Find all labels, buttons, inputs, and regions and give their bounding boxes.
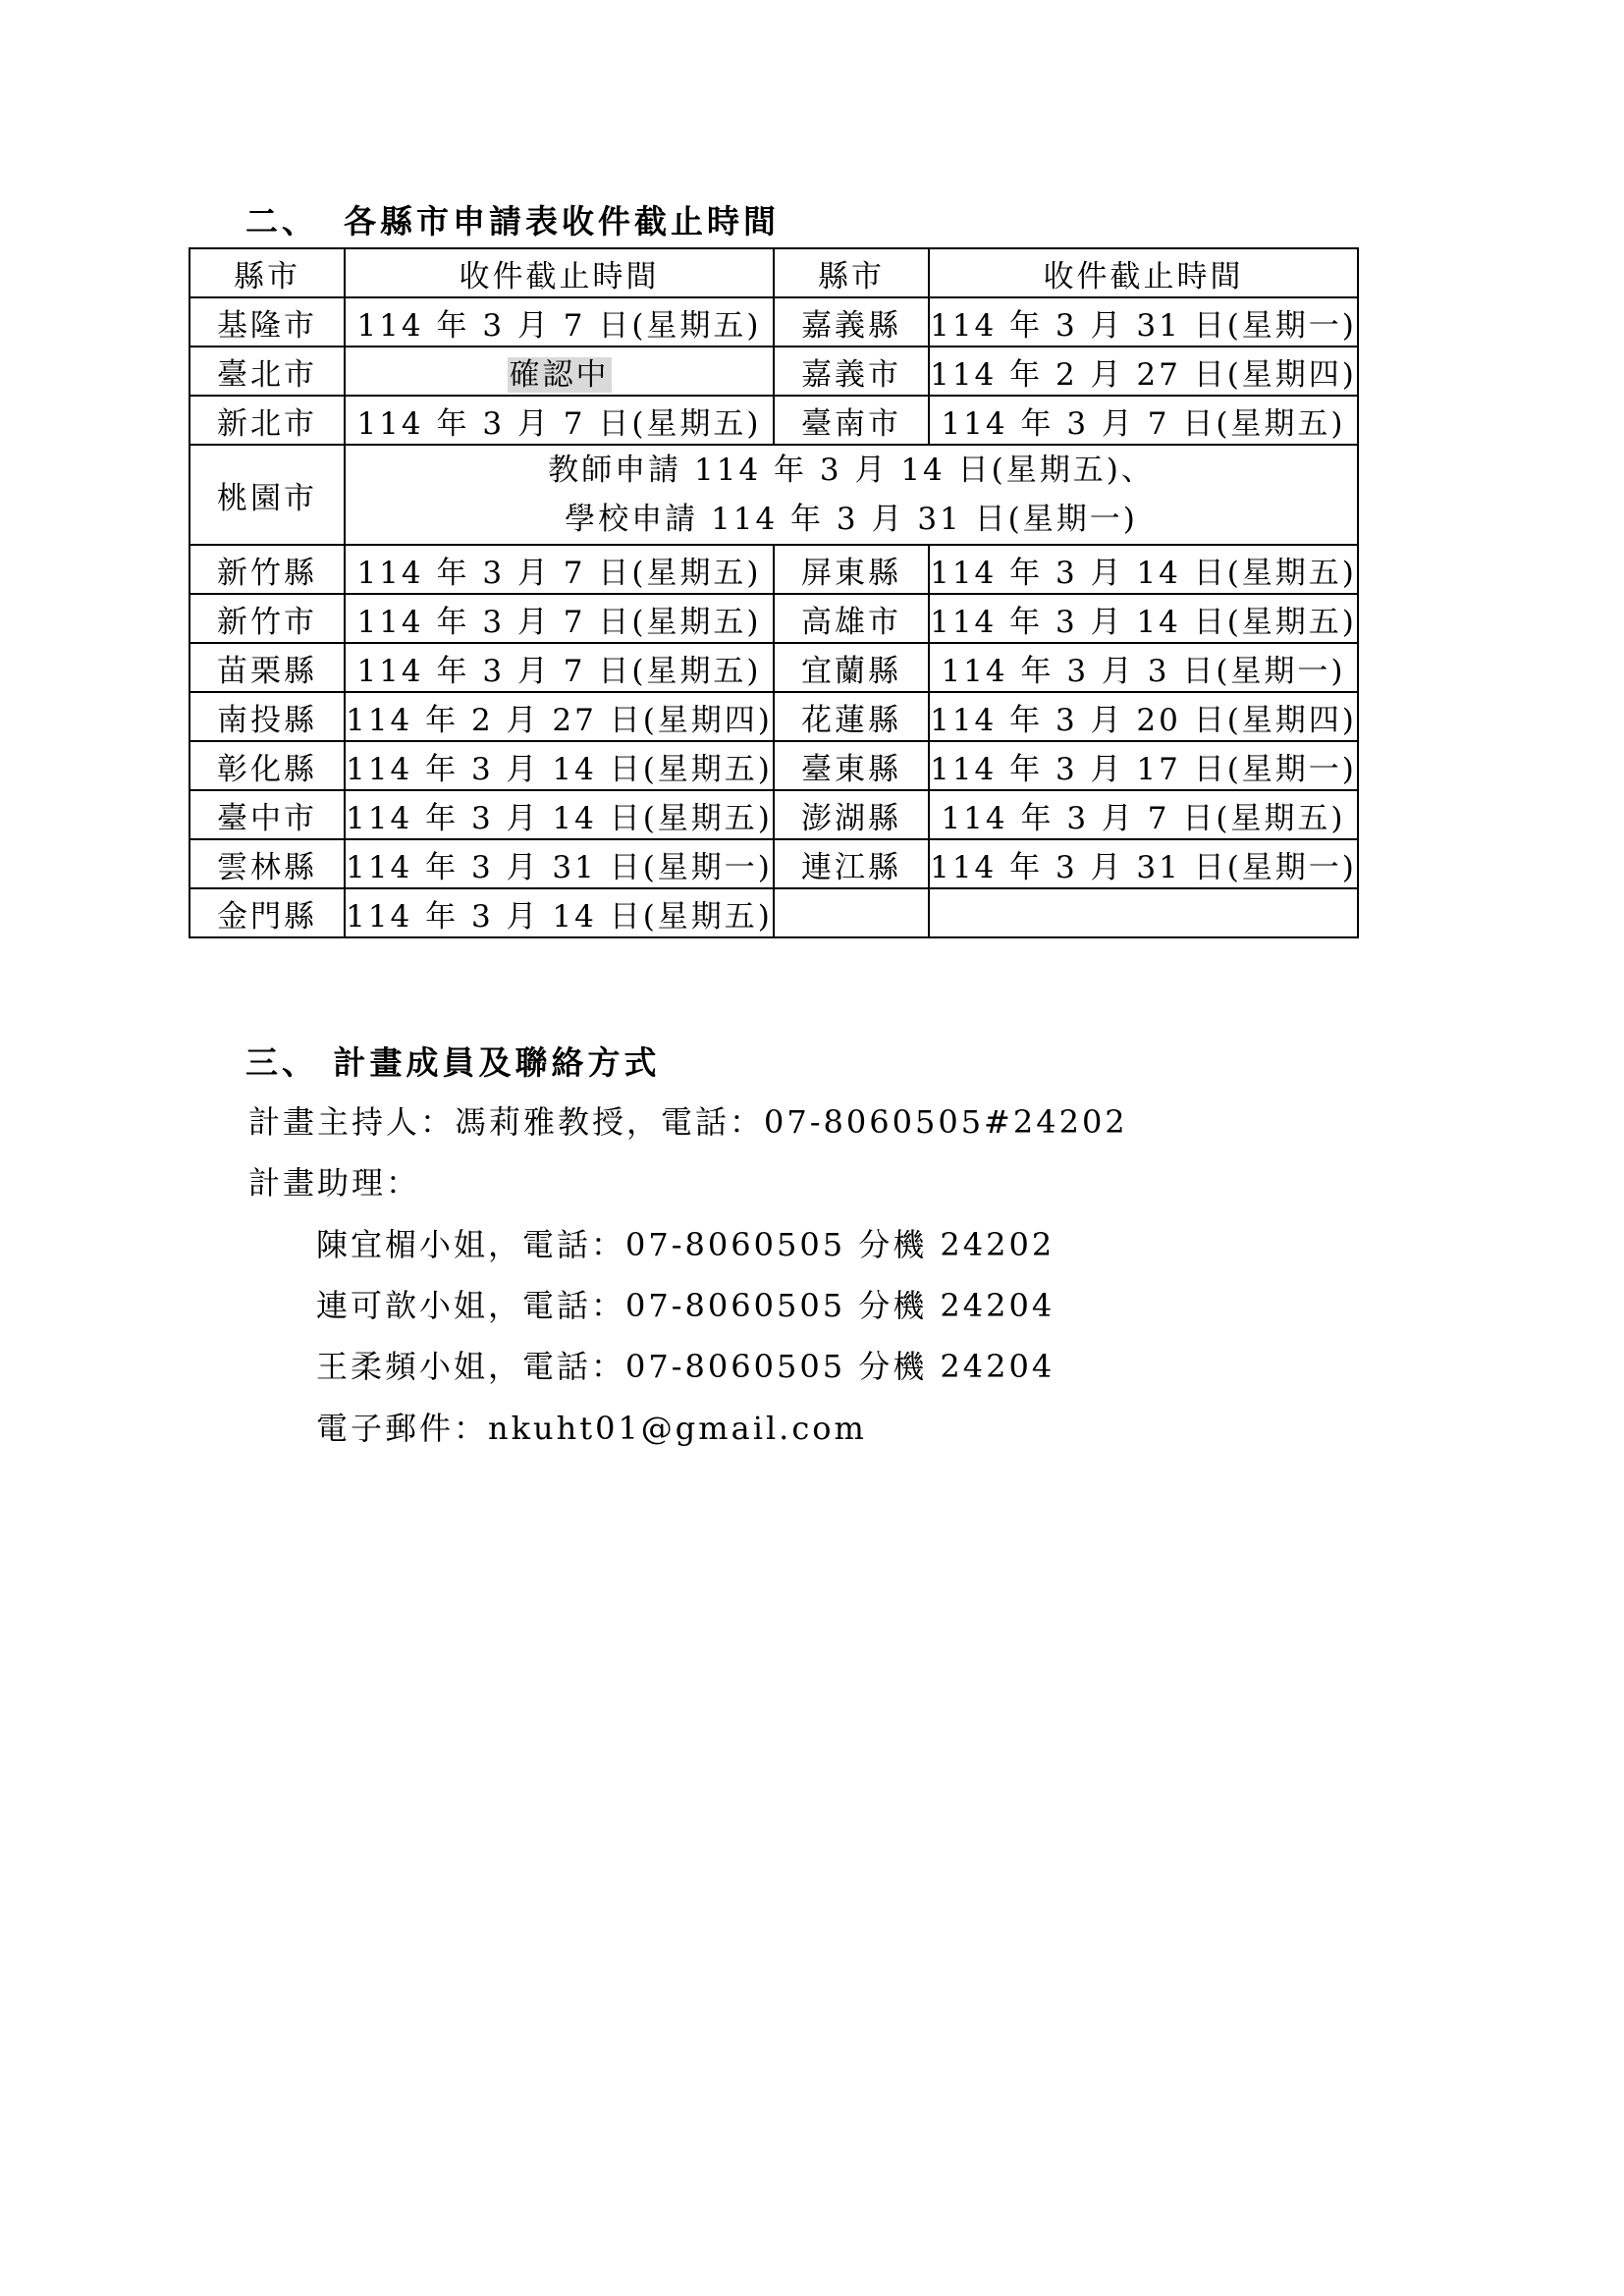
- county-cell: 臺北市: [189, 347, 345, 396]
- taoyuan-deadline-cell: [345, 445, 1358, 545]
- deadline-cell: 114 年 3 月 7 日(星期五): [929, 396, 1358, 445]
- county-cell: 新北市: [189, 396, 345, 445]
- county-cell: 桃園市: [189, 445, 345, 545]
- county-cell: 臺中市: [189, 790, 345, 839]
- deadline-cell: 114 年 3 月 7 日(星期五): [345, 297, 774, 347]
- deadline-cell: 114 年 2 月 27 日(星期四): [929, 347, 1358, 396]
- section-3-heading: 三、 計畫成員及聯絡方式: [245, 1043, 661, 1082]
- section-2-title: 各縣市申請表收件截止時間: [344, 202, 780, 240]
- assistant-line: 連可歆小姐，電話：07-8060505 分機 24204: [316, 1287, 1056, 1324]
- table-row: [189, 692, 1358, 741]
- table-row: [189, 396, 1358, 445]
- county-cell: 澎湖縣: [774, 790, 929, 839]
- deadline-cell: 114 年 3 月 31 日(星期一): [345, 839, 774, 888]
- section-2-heading: [245, 196, 780, 242]
- pending-highlight: 確認中: [509, 356, 610, 393]
- deadline-cell: 114 年 3 月 7 日(星期五): [345, 545, 774, 594]
- county-cell: 基隆市: [189, 297, 345, 347]
- table-row: [189, 741, 1358, 790]
- county-cell: 雲林縣: [189, 839, 345, 888]
- county-cell: 花蓮縣: [774, 692, 929, 741]
- county-cell-empty: [774, 888, 929, 937]
- deadline-cell: 114 年 3 月 31 日(星期一): [929, 839, 1358, 888]
- email-line: 電子郵件：nkuht01@gmail.com: [316, 1410, 867, 1447]
- county-cell: 連江縣: [774, 839, 929, 888]
- taoyuan-teacher-deadline: 教師申請 114 年 3 月 14 日(星期五)、: [548, 453, 1155, 488]
- county-cell: 嘉義市: [774, 347, 929, 396]
- county-cell: 屏東縣: [774, 545, 929, 594]
- deadline-cell: 114 年 2 月 27 日(星期四): [345, 692, 774, 741]
- assistant-heading: 計畫助理：: [248, 1164, 421, 1201]
- county-cell: 金門縣: [189, 888, 345, 937]
- table-row: [189, 643, 1358, 692]
- deadline-cell: 114 年 3 月 14 日(星期五): [345, 790, 774, 839]
- deadline-cell-empty: [929, 888, 1358, 937]
- header-deadline-a: 收件截止時間: [345, 248, 774, 297]
- table-row: [189, 888, 1358, 937]
- county-cell: 臺南市: [774, 396, 929, 445]
- deadline-cell: 114 年 3 月 17 日(星期一): [929, 741, 1358, 790]
- deadline-cell: 114 年 3 月 14 日(星期五): [929, 594, 1358, 643]
- table-row: [189, 790, 1358, 839]
- deadline-cell-pending: [345, 347, 774, 396]
- taoyuan-school-deadline: 學校申請 114 年 3 月 31 日(星期一): [565, 502, 1138, 537]
- county-cell: 苗栗縣: [189, 643, 345, 692]
- section-2-number: 二、: [245, 202, 318, 240]
- county-cell: 新竹市: [189, 594, 345, 643]
- deadline-table: [189, 247, 1359, 938]
- table-row: [189, 297, 1358, 347]
- table-row-taoyuan: [189, 445, 1358, 545]
- deadline-cell: 114 年 3 月 7 日(星期五): [345, 594, 774, 643]
- county-cell: 臺東縣: [774, 741, 929, 790]
- county-cell: 彰化縣: [189, 741, 345, 790]
- header-deadline-b: 收件截止時間: [929, 248, 1358, 297]
- assistant-line: 王柔頻小姐，電話：07-8060505 分機 24204: [316, 1348, 1056, 1385]
- deadline-cell: 114 年 3 月 14 日(星期五): [929, 545, 1358, 594]
- header-county-a: 縣市: [189, 248, 345, 297]
- deadline-cell: 114 年 3 月 7 日(星期五): [929, 790, 1358, 839]
- table-header-row: [189, 248, 1358, 297]
- assistant-line: 陳宜楣小姐，電話：07-8060505 分機 24202: [316, 1226, 1056, 1263]
- principal-investigator-line: 計畫主持人：馮莉雅教授，電話：07-8060505#24202: [248, 1103, 1128, 1141]
- deadline-cell: 114 年 3 月 3 日(星期一): [929, 643, 1358, 692]
- header-county-b: 縣市: [774, 248, 929, 297]
- deadline-cell: 114 年 3 月 7 日(星期五): [345, 396, 774, 445]
- county-cell: 嘉義縣: [774, 297, 929, 347]
- table-row: [189, 347, 1358, 396]
- table-row: [189, 594, 1358, 643]
- deadline-cell: 114 年 3 月 31 日(星期一): [929, 297, 1358, 347]
- county-cell: 高雄市: [774, 594, 929, 643]
- county-cell: 南投縣: [189, 692, 345, 741]
- table-row: [189, 839, 1358, 888]
- deadline-cell: 114 年 3 月 7 日(星期五): [345, 643, 774, 692]
- county-cell: 宜蘭縣: [774, 643, 929, 692]
- deadline-cell: 114 年 3 月 14 日(星期五): [345, 888, 774, 937]
- table-row: [189, 545, 1358, 594]
- deadline-cell: 114 年 3 月 14 日(星期五): [345, 741, 774, 790]
- deadline-cell: 114 年 3 月 20 日(星期四): [929, 692, 1358, 741]
- county-cell: 新竹縣: [189, 545, 345, 594]
